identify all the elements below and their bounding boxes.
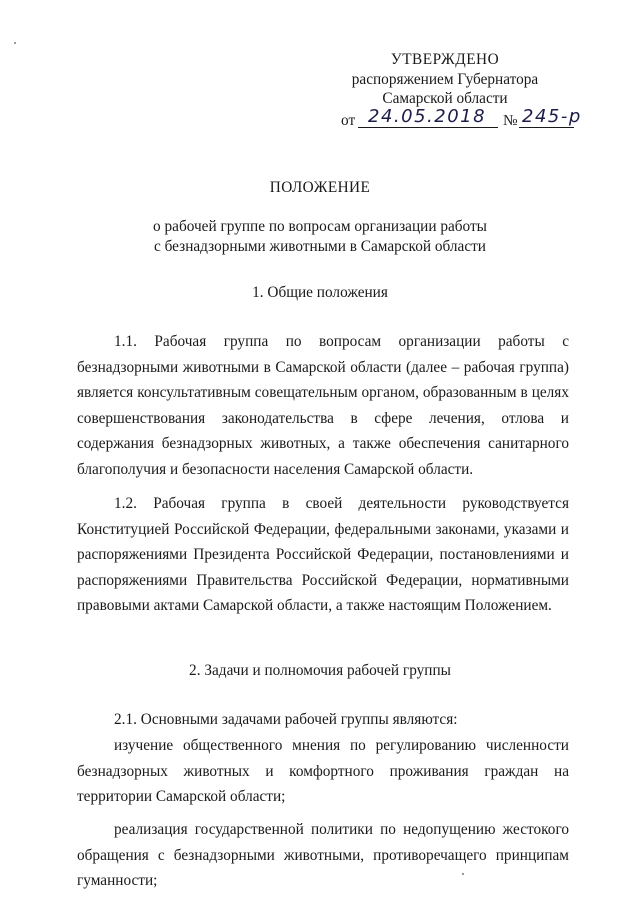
approval-line-1: распоряжением Губернатора <box>351 70 539 88</box>
date-label: от <box>341 111 356 129</box>
task-item-2: реализация государственной политики по недопущению жестокого обращения с безнадзорными животными, противоречащего принципам гуманности; <box>77 821 569 890</box>
number-handwritten: 245-р <box>522 105 582 127</box>
task-item-1: изучение общественного мнения по регулированию численности безнадзорных животных и комфортного проживания граждан на территории Самарской области; <box>77 737 569 806</box>
paragraph-1-2: 1.2. Рабочая группа в своей деятельности руководствуется Конституцией Российской Федерации, федеральными законами, указами и распоряжениями Президента Российской Федерации, постановлениями и распоряжениями Правительства Российской Федерации, нормативными правовыми актами Самарской области, а также настоящим Положением. <box>77 495 569 615</box>
date-handwritten: 24.05.2018 <box>368 105 487 127</box>
approval-date-number-line <box>300 105 590 131</box>
date-underline <box>358 127 498 128</box>
number-label: № <box>503 111 518 129</box>
number-underline <box>519 127 574 128</box>
section-1-heading: 1. Общие положения <box>252 284 388 301</box>
paragraph-1-1: 1.1. Рабочая группа по вопросам организации работы с безнадзорными животными в Самарской области (далее – рабочая группа) является консультативным совещательным органом, образованным в целях совершенствования законодательства в сфере лечения, отлова и содержания безнадзорных животных, а также обеспечения санитарного благополучия и безопасности населения Самарской области. <box>77 333 569 478</box>
subject-line-1: о рабочей группе по вопросам организации работы <box>153 218 487 235</box>
document-subject <box>0 217 640 257</box>
document-title: ПОЛОЖЕНИЕ <box>269 179 371 196</box>
subject-line-2: с безнадзорными животными в Самарской области <box>153 238 486 255</box>
scan-speck <box>462 873 464 875</box>
approval-stamp <box>300 50 590 131</box>
approval-title: УТВЕРЖДЕНО <box>390 51 500 68</box>
section-2-heading: 2. Задачи и полномочия рабочей группы <box>189 662 451 679</box>
scan-speck <box>14 42 16 44</box>
approval-line-2: Самарской области <box>382 90 508 107</box>
paragraph-2-1: 2.1. Основными задачами рабочей группы являются: <box>114 711 458 728</box>
